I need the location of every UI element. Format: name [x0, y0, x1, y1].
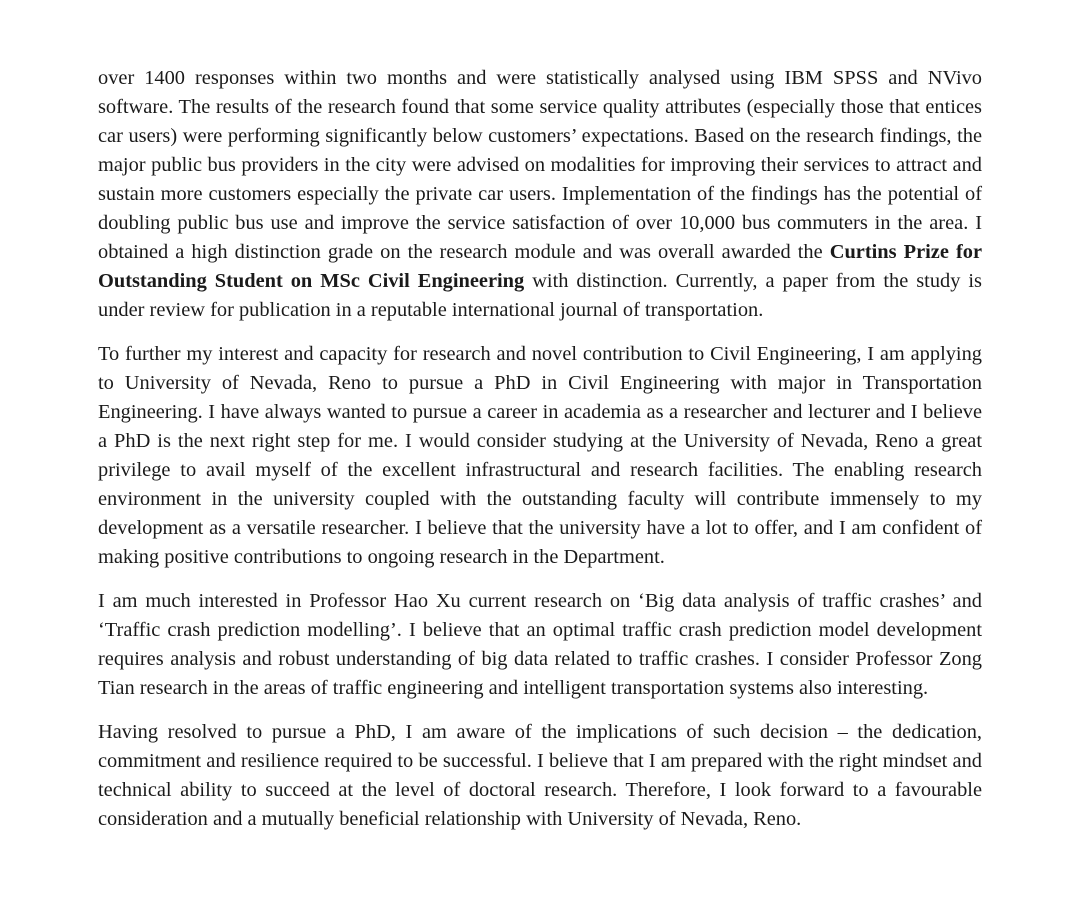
paragraph-1-text-before: over 1400 responses within two months and were statistically analysed using IBM SPSS and NVivo software. The results of the research found that some service quality attributes (especially those that entices car users) were performing significantly below customers’ expectations. Based on the research findings, the major public bus providers in the city were advised on modalities for improving their services to attract and sustain more customers especially the private car users. Implementation of the findings has the potential of doubling public bus use and improve the service satisfaction of over 10,000 bus commuters in the area. I obtained a high distinction grade on the research module and was overall awarded the — [98, 67, 982, 263]
paragraph-research-results — [98, 64, 982, 325]
paragraph-faculty-interest: I am much interested in Professor Hao Xu current research on ‘Big data analysis of traffic crashes’ and ‘Traffic crash prediction modelling’. I believe that an optimal traffic crash prediction model development requires analysis and robust understanding of big data related to traffic crashes. I consider Professor Zong Tian research in the areas of traffic engineering and intelligent transportation systems also interesting. — [98, 590, 982, 699]
paragraph-phd-application: To further my interest and capacity for research and novel contribution to Civil Engineering, I am applying to University of Nevada, Reno to pursue a PhD in Civil Engineering with major in Transportation Engineering. I have always wanted to pursue a career in academia as a researcher and lecturer and I believe a PhD is the next right step for me. I would consider studying at the University of Nevada, Reno a great privilege to avail myself of the excellent infrastructural and research facilities. The enabling research environment in the university coupled with the outstanding faculty will contribute immensely to my development as a versatile researcher. I believe that the university have a lot to offer, and I am confident of making positive contributions to ongoing research in the Department. — [98, 343, 982, 568]
paragraph-1-text-after: with distinction. Currently, a paper from the study is under review for publication in a reputable international journal of transportation. — [98, 270, 982, 321]
paragraph-conclusion: Having resolved to pursue a PhD, I am aware of the implications of such decision – the dedication, commitment and resilience required to be successful. I believe that I am prepared with the right mindset and technical ability to succeed at the level of doctoral research. Therefore, I look forward to a favourable consideration and a mutually beneficial relationship with University of Nevada, Reno. — [98, 721, 982, 830]
award-name: Curtins Prize for Outstanding Student on MSc Civil Engineering — [98, 241, 982, 292]
document-body — [98, 64, 982, 849]
